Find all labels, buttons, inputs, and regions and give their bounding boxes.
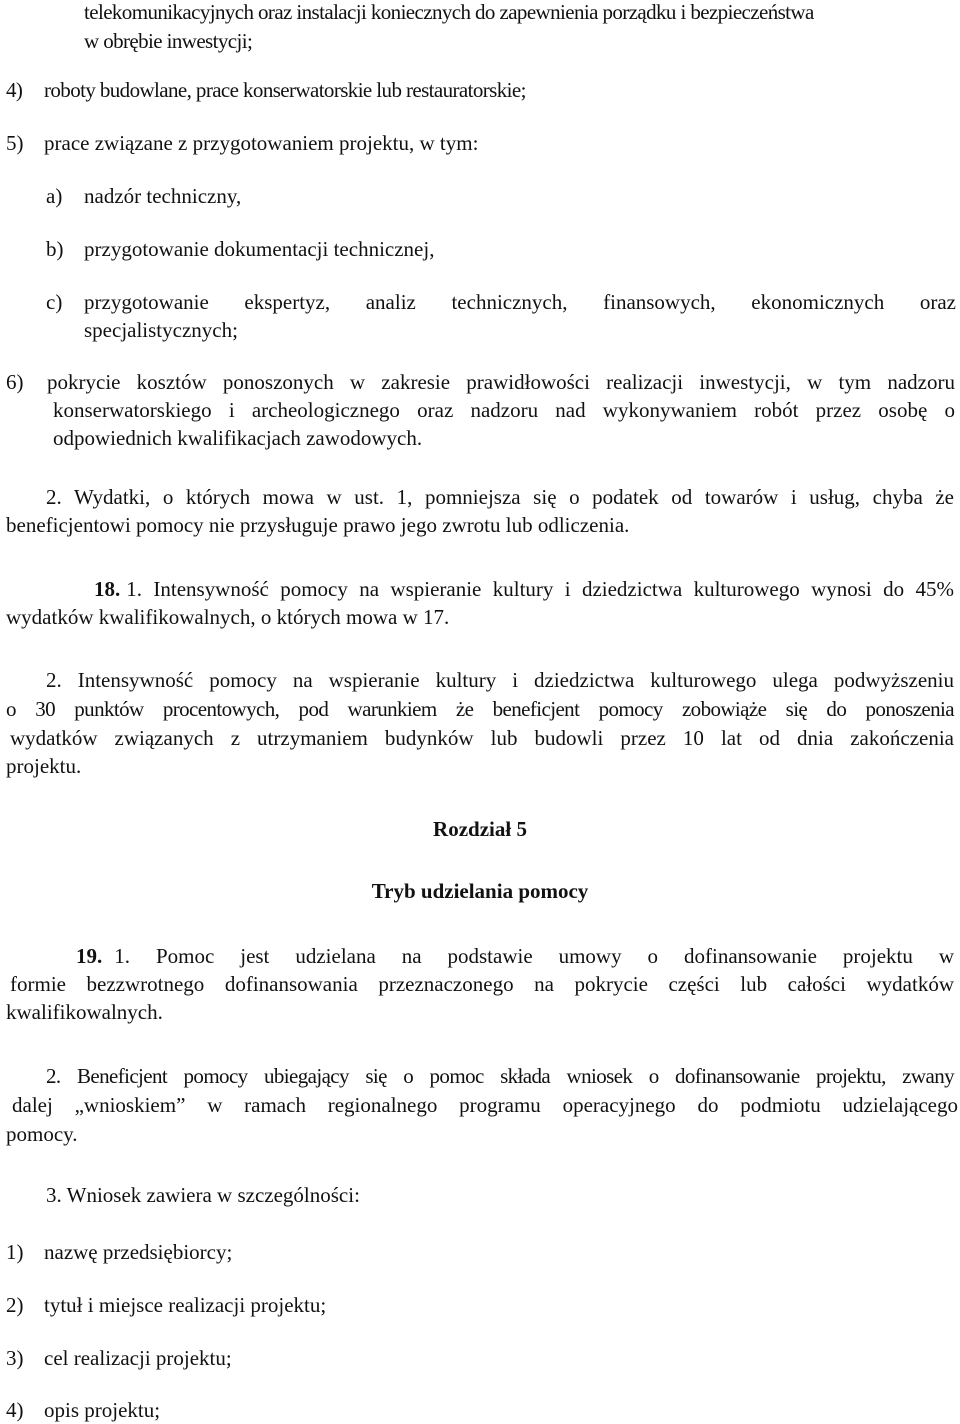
chapter-subtitle: Tryb udzielania pomocy <box>371 879 589 903</box>
sub-item-text: nadzór techniczny, <box>84 184 242 208</box>
paragraph-text: 1. Intensywność pomocy na wspieranie kultury i dziedzictwa kulturowego wynosi do 45% <box>126 577 954 601</box>
list-item-number: 1) <box>6 1240 24 1264</box>
section-number-18: 18. <box>94 577 121 601</box>
paragraph-19-1-line2: formie bezzwrotnego dofinansowania przeznaczonego na pokrycie części lub całości wydatków <box>10 972 954 996</box>
paragraph-19-3-intro: 3. Wniosek zawiera w szczególności: <box>46 1183 360 1207</box>
list-item-number: 3) <box>6 1346 24 1370</box>
paragraph-18-2-line2: o 30 punktów procentowych, pod warunkiem że beneficjent pomocy zobowiąże się do ponoszenia <box>6 697 954 721</box>
list-item-text: cel realizacji projektu; <box>44 1346 232 1370</box>
sub-item-a <box>46 182 241 210</box>
list-item-6-number: 6) <box>6 370 24 394</box>
list-item-number: 4) <box>6 78 23 102</box>
sub-item-c-line2: specjalistycznych; <box>84 318 238 342</box>
paragraph-18-1-line1 <box>46 575 954 603</box>
list-item <box>6 1238 232 1266</box>
list-item-6-line1: pokrycie kosztów ponoszonych w zakresie prawidłowości realizacji inwestycji, w tym nadzoru <box>47 370 955 394</box>
paragraph-19-1-line1 <box>46 942 954 970</box>
paragraph-text: 1. Pomoc jest udzielana na podstawie umowy o dofinansowanie projektu w <box>114 944 954 968</box>
sub-item-b <box>46 235 434 263</box>
list-item-number: 5) <box>6 131 24 155</box>
list-item-5 <box>6 129 478 157</box>
paragraph-19-2-line1: 2. Beneficjent pomocy ubiegający się o pomoc składa wniosek o dofinansowanie projektu, zwany <box>46 1064 954 1088</box>
list-item-text: opis projektu; <box>44 1398 161 1422</box>
item3-continuation-line2: w obrębie inwestycji; <box>84 29 253 53</box>
list-item-text: nazwę przedsiębiorcy; <box>44 1240 233 1264</box>
paragraph-18-2-line1: 2. Intensywność pomocy na wspieranie kultury i dziedzictwa kulturowego ulega podwyższeniu <box>46 668 954 692</box>
list-item-text: prace związane z przygotowaniem projektu, w tym: <box>44 131 479 155</box>
paragraph-18-2-line4: projektu. <box>6 754 82 778</box>
list-item-number: 2) <box>6 1293 24 1317</box>
list-item-text: tytuł i miejsce realizacji projektu; <box>44 1293 327 1317</box>
list-item-4 <box>6 76 526 104</box>
list-item-6-line2: konserwatorskiego i archeologicznego oraz nadzoru nad wykonywaniem robót przez osobę o <box>53 398 955 422</box>
sub-item-c-line1: przygotowanie ekspertyz, analiz technicznych, finansowych, ekonomicznych oraz <box>84 290 956 314</box>
paragraph-17-2-line2: beneficjentowi pomocy nie przysługuje prawo jego zwrotu lub odliczenia. <box>6 513 630 537</box>
item3-continuation-line1: telekomunikacyjnych oraz instalacji koniecznych do zapewnienia porządku i bezpieczeństwa <box>84 0 814 24</box>
chapter-title: Rozdział 5 <box>433 817 527 841</box>
sub-item-letter: a) <box>46 184 63 208</box>
paragraph-19-2-line3: pomocy. <box>6 1122 78 1146</box>
paragraph-18-1-line2: wydatków kwalifikowalnych, o których mowa w 17. <box>6 605 450 629</box>
list-item-text: roboty budowlane, prace konserwatorskie lub restauratorskie; <box>44 78 526 102</box>
paragraph-19-1-line3: kwalifikowalnych. <box>6 1000 163 1024</box>
list-item <box>6 1291 326 1319</box>
paragraph-18-2-line3: wydatków związanych z utrzymaniem budynków lub budowli przez 10 lat od dnia zakończenia <box>10 726 954 750</box>
list-item <box>6 1396 160 1424</box>
sub-item-text: przygotowanie dokumentacji technicznej, <box>84 237 435 261</box>
list-item <box>6 1344 232 1372</box>
list-item-6-line3: odpowiednich kwalifikacjach zawodowych. <box>53 426 423 450</box>
paragraph-17-2-line1: 2. Wydatki, o których mowa w ust. 1, pomniejsza się o podatek od towarów i usług, chyba że <box>46 485 954 509</box>
section-number-19: 19. <box>76 944 103 968</box>
paragraph-19-2-line2: dalej „wnioskiem” w ramach regionalnego programu operacyjnego do podmiotu udzielającego <box>12 1093 958 1117</box>
sub-item-letter: b) <box>46 237 64 261</box>
sub-item-c-letter: c) <box>46 290 63 314</box>
list-item-number: 4) <box>6 1398 24 1422</box>
